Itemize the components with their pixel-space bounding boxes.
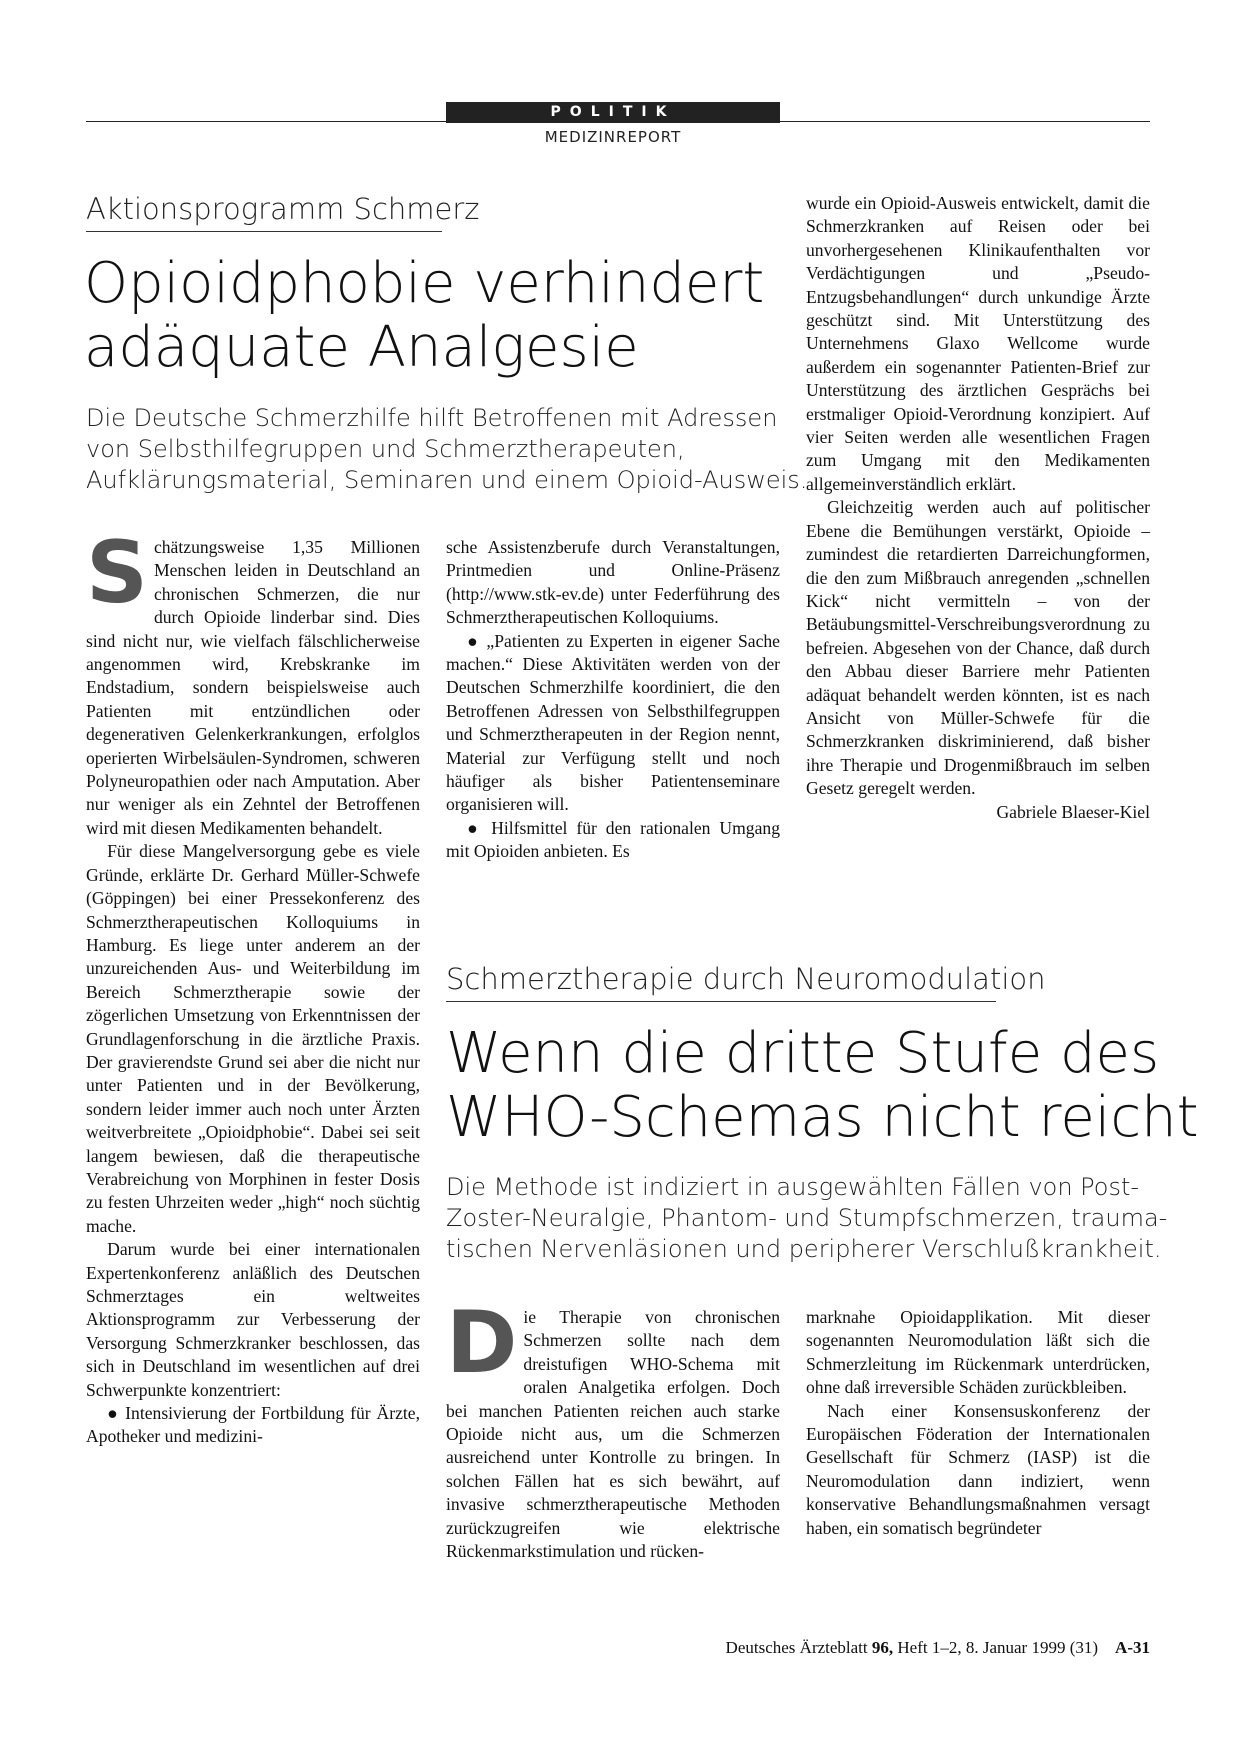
page-number: A-31 [1115, 1638, 1150, 1657]
footer-volume: 96, [871, 1638, 894, 1657]
article2-column-2 [446, 1293, 780, 1563]
article1-kicker: Aktionsprogramm Schmerz [86, 192, 480, 226]
article2-column-3 [806, 1306, 1150, 1540]
article2-lead-line3: tischen Nervenläsionen und peripherer Verschlußkrankheit. [446, 1235, 1162, 1264]
article2-lead-line1: Die Methode ist indiziert in ausgewählten Fällen von Post- [446, 1173, 1140, 1201]
footer-journal: Deutsches Ärzteblatt [725, 1638, 868, 1657]
article1-col2-bullet: ● „Patienten zu Experten in eigener Sache machen.“ Diese Aktivitäten werden von der Deutschen Schmerzhilfe koordiniert, die den Betroffenen Adressen von Selbsthilfegruppen und Schmerztherapeuten in der Region nennt, Material zur Verfügung stellt und noch häufiger als bisher Patientenseminare organisieren will. [446, 630, 780, 815]
article1-col3-para: wurde ein Opioid-Ausweis entwickelt, damit die Schmerzkranken auf Reisen oder bei unvorhergesehenen Klinikaufenthalten vor Verdächtigungen und „Pseudo-Entzugsbehandlungen“ durch unkundige Ärzte geschützt sind. Mit Unterstützung des Unternehmens Glaxo Wellcome wurde außerdem ein sogenannter Patienten-Brief zur Unterstützung des ärztlichen Gesprächs bei erstmaliger Opioid-Verordnung konzipiert. Auf vier Seiten werden alle wesentlichen Fragen zum Umgang mit den Medikamenten allgemeinverständlich erklärt. [806, 193, 1150, 494]
article1-col2-bullet: ● Hilfsmittel für den rationalen Umgang mit Opioiden anbieten. Es [446, 817, 780, 862]
article2-dropcap: D [446, 1293, 518, 1393]
article1-lead-line1: Die Deutsche Schmerzhilfe hilft Betroffenen mit Adressen [86, 404, 778, 432]
article2-lead-line2: Zoster-Neuralgie, Phantom- und Stumpfschmerzen, trauma- [446, 1204, 1168, 1233]
article1-col3-para-text: Gleichzeitig werden auch auf politischer Ebene die Bemühungen verstärkt, Opioide – zumindest die retardierten Darreichungformen, die den zum Mißbrauch anregenden „schnellen Kick“ nicht vermitteln – von der Betäubungsmittel-Verschreibungsverordnung zu befreien. Abgesehen von der Chance, daß durch den Abbau dieser Barriere mehr Patienten adäquat behandelt werden könnten, ist es nach Ansicht von Müller-Schwefe für die Schmerzkranken diskriminierend, daß bisher ihre Therapie und Drogenmißbrauch im selben Gesetz geregelt werden. [806, 497, 1150, 799]
article2-col2-para: ie Therapie von chronischen Schmerzen sollte nach dem dreistufigen WHO-Schema mit oralen Analgetika erfolgen. Doch bei manchen Patienten reichen auch starke Opioide nicht aus, um die Schmerzen ausreichend unter Kontrolle zu bringen. In solchen Fällen hat es sich bewährt, auf invasive schmerztherapeutische Methoden zurückzugreifen wie elektrische Rückenmarkstimulation und rücken- [446, 1307, 780, 1562]
article1-col1-para: Für diese Mangelversorgung gebe es viele Gründe, erklärte Dr. Gerhard Müller-Schwefe (Göppingen) bei einer Pressekonferenz des Schmerztherapeutischen Kolloquiums in Hamburg. Es liege unter anderem an der unzureichenden Aus- und Weiterbildung im Bereich Schmerztherapie sowie der zögerlichen Umsetzung von Erkenntnissen der Grundlagenforschung in die ärztliche Praxis. Der gravierendste Grund sei aber die nicht nur unter Patienten und in der Bevölkerung, sondern leider immer auch noch unter Ärzten weitverbreitete „Opioidphobie“. Dabei sei seit langem bewiesen, daß die therapeutische Verabreichung von Morphinen in fester Dosis zu festen Uhrzeiten weder „high“ noch süchtig mache. [86, 841, 420, 1236]
article1-col1-para: Darum wurde bei einer internationalen Expertenkonferenz anläßlich des Deutschen Schmerztages ein weltweites Aktionsprogramm zur Verbesserung der Versorgung Schmerzkranker beschlossen, das sich in Deutschland im wesentlichen auf drei Schwerpunkte konzentriert: [86, 1239, 420, 1400]
article1-col2-para: sche Assistenzberufe durch Veranstaltungen, Printmedien und Online-Präsenz (http://www.stk-ev.de) unter Federführung des Schmerztherapeutischen Kolloquiums. [446, 537, 780, 628]
article1-lead [86, 403, 807, 497]
page-footer [600, 1638, 1150, 1658]
subsection-label: MEDIZINREPORT [544, 128, 682, 146]
article1-col1-bullet: ● Intensivierung der Fortbildung für Ärzte, Apotheker und medizini- [86, 1403, 420, 1447]
article2-col3-para: marknahe Opioidapplikation. Mit dieser sogenannten Neuromodulation läßt sich die Schmerzleitung im Rückenmark unterdrücken, ohne daß irreversible Schäden zurückbleiben. [806, 1307, 1150, 1398]
article1-column-1 [86, 523, 420, 1449]
section-label: POLITIK [446, 102, 780, 123]
article1-column-2 [446, 536, 780, 864]
article1-col1-para: chätzungsweise 1,35 Millionen Menschen leiden in Deutschland an chronischen Schmerzen, die nur durch Opioide linderbar sind. Dies sind nicht nur, wie vielfach fälschlicherweise angenommen wird, Krebskranke im Endstadium, sondern beispielsweise auch Patienten mit entzündlichen oder degenerativen Gelenkerkrankungen, erfolglos operierten Wirbelsäulen-Syndromen, schweren Polyneuropathien oder nach Amputation. Aber nur weniger als ein Zehntel der Betroffenen wird mit diesen Medikamenten behandelt. [86, 537, 420, 838]
article1-kicker-rule [86, 231, 442, 232]
article1-title-line1: Opioidphobie verhindert [84, 251, 765, 316]
article2-title-line2: WHO-Schemas nicht reicht [446, 1085, 1199, 1151]
article2-title [446, 1022, 1199, 1151]
article2-kicker-rule [446, 1001, 996, 1002]
article1-title-line2: adäquate Analgesie [84, 315, 639, 381]
article1-column-3 [806, 192, 1150, 824]
article2-title-line1: Wenn die dritte Stufe des [446, 1021, 1160, 1086]
article1-lead-line2: von Selbsthilfegruppen und Schmerztherapeuten, [86, 435, 685, 464]
article2-col3-para: Nach einer Konsensuskonferenz der Europäischen Föderation der Internationalen Gesellschaft für Schmerz (IASP) ist die Neuromodulation dann indiziert, wenn konservative Behandlungsmaßnahmen versagt haben, ein somatisch begründeter [806, 1400, 1150, 1538]
article1-dropcap: S [86, 523, 148, 623]
article1-signature: Gabriele Blaeser-Kiel [996, 801, 1150, 822]
article2-kicker: Schmerztherapie durch Neuromodulation [446, 962, 1046, 996]
article1-title [84, 252, 764, 381]
footer-issue: Heft 1–2, 8. Januar 1999 (31) [897, 1638, 1099, 1657]
article1-lead-line3: Aufklärungsmaterial, Seminaren und einem Opioid-Ausweis. [86, 466, 808, 495]
article1-col3-para [806, 496, 1150, 822]
article2-lead [446, 1172, 1167, 1266]
